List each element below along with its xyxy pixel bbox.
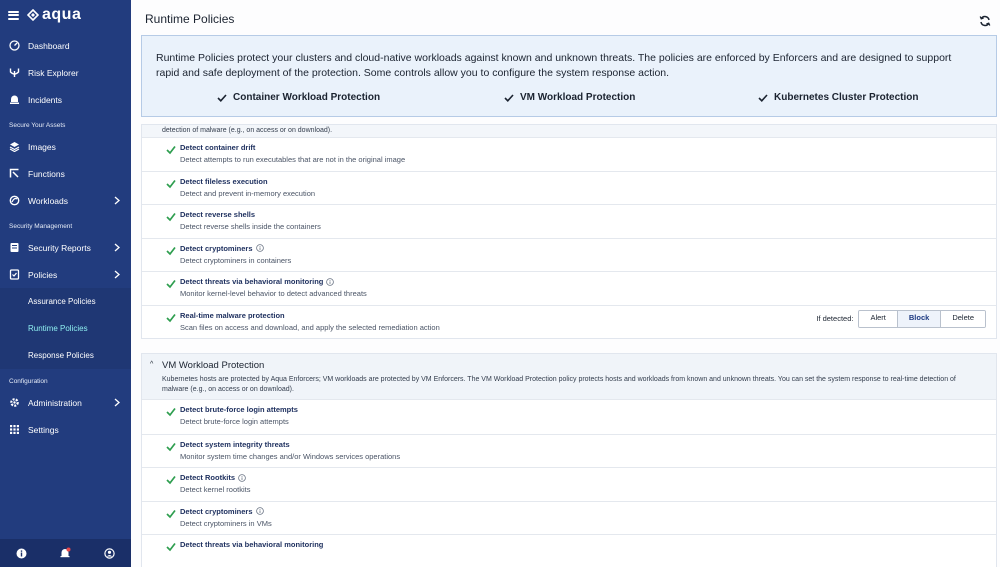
- policy-scroll-area[interactable]: [141, 124, 997, 567]
- control-description: Monitor kernel-level behavior to detect advanced threats: [180, 289, 367, 298]
- sidebar-item-label: Administration: [28, 397, 82, 408]
- control-title: Detect container drift: [180, 143, 256, 152]
- control-row[interactable]: [142, 400, 996, 434]
- control-description: Scan files on access and download, and apply the selected remediation action: [180, 322, 440, 332]
- images-icon: [9, 141, 20, 152]
- vm-workload-panel: [141, 353, 997, 567]
- brand-name: aqua: [42, 6, 82, 23]
- control-row[interactable]: [142, 238, 996, 272]
- sidebar: [0, 0, 131, 567]
- control-description: Detect kernel rootkits: [180, 485, 251, 494]
- chevron-right-icon: [114, 270, 120, 279]
- control-row[interactable]: [142, 271, 996, 305]
- control-row[interactable]: [142, 204, 996, 238]
- sidebar-item-policies[interactable]: [0, 261, 131, 288]
- check-icon: [166, 212, 176, 222]
- notifications-bell-icon[interactable]: [59, 547, 71, 559]
- check-icon: [166, 179, 176, 189]
- response-action-selector: [858, 310, 986, 328]
- control-description: Detect cryptominers in containers: [180, 255, 292, 265]
- control-title: Detect threats via behavioral monitoring: [180, 277, 334, 286]
- control-description: Detect attempts to run executables that are not in the original image: [180, 155, 406, 164]
- aqua-logo-icon: [27, 9, 39, 21]
- sidebar-item-functions[interactable]: [0, 160, 131, 187]
- control-title: Detect threats via behavioral monitoring: [180, 540, 324, 549]
- dashboard-icon: [9, 40, 20, 51]
- info-banner: [141, 35, 997, 117]
- control-description: Detect and prevent in-memory execution: [180, 188, 316, 198]
- section-gap: [141, 339, 997, 353]
- refresh-icon[interactable]: [979, 15, 991, 27]
- check-icon: [166, 313, 176, 323]
- page-title: Runtime Policies: [145, 12, 235, 26]
- check-icon: [166, 442, 176, 452]
- sidebar-item-label: Incidents: [28, 94, 63, 105]
- alert-button[interactable]: Alert: [859, 311, 897, 327]
- aqua-logo[interactable]: [27, 6, 81, 24]
- main-content: [131, 0, 1000, 567]
- user-profile-icon[interactable]: [103, 547, 115, 559]
- info-circle-icon[interactable]: [256, 244, 264, 252]
- sidebar-item-label: Workloads: [28, 195, 68, 206]
- control-title: Detect system integrity threats: [180, 439, 290, 449]
- control-row[interactable]: [142, 467, 996, 501]
- settings-grid-icon: [9, 424, 20, 435]
- control-title: Detect reverse shells: [180, 210, 256, 219]
- info-circle-icon[interactable]: [326, 278, 334, 286]
- sidebar-item-risk-explorer[interactable]: [0, 59, 131, 86]
- sidebar-subitem-response-policies[interactable]: Response Policies: [0, 342, 131, 369]
- banner-feature-label: Kubernetes Cluster Protection: [774, 92, 919, 103]
- gear-icon: [9, 397, 20, 408]
- check-icon: [166, 475, 176, 485]
- section-label-configuration: Configuration: [9, 378, 48, 385]
- brand-bar: [0, 0, 131, 30]
- vm-section-title: VM Workload Protection: [162, 360, 265, 371]
- banner-feature-label: Container Workload Protection: [233, 92, 381, 103]
- sidebar-item-incidents[interactable]: [0, 86, 131, 113]
- check-icon: [758, 94, 768, 102]
- control-description: Monitor system time changes and/or Windows services operations: [180, 451, 401, 461]
- vm-section-header[interactable]: [142, 354, 996, 400]
- chevron-right-icon: [114, 196, 120, 205]
- check-icon: [166, 542, 176, 552]
- sidebar-item-label: Security Reports: [28, 242, 91, 253]
- info-circle-icon[interactable]: [256, 507, 264, 515]
- sidebar-item-label: Risk Explorer: [28, 67, 79, 78]
- if-detected-group: [816, 310, 986, 328]
- control-title: Detect fileless execution: [180, 176, 268, 186]
- incidents-icon: [9, 94, 20, 105]
- delete-button[interactable]: Delete: [941, 311, 985, 327]
- sidebar-item-administration[interactable]: [0, 389, 131, 416]
- check-icon: [166, 246, 176, 256]
- control-row[interactable]: [142, 137, 996, 171]
- check-icon: [166, 145, 176, 155]
- check-icon: [166, 279, 176, 289]
- sidebar-item-workloads[interactable]: [0, 187, 131, 214]
- info-icon[interactable]: [16, 547, 28, 559]
- control-title: Detect cryptominers: [180, 244, 264, 253]
- control-title: Real-time malware protection: [180, 310, 285, 320]
- container-workload-panel: [141, 124, 997, 339]
- info-circle-icon[interactable]: [238, 474, 246, 482]
- menu-icon[interactable]: [8, 11, 19, 20]
- banner-feature-kubernetes: [758, 92, 918, 103]
- sidebar-item-dashboard[interactable]: [0, 32, 131, 59]
- control-title: Detect brute-force login attempts: [180, 405, 298, 414]
- control-description: Detect brute-force login attempts: [180, 417, 289, 426]
- control-title: Detect Rootkits: [180, 473, 246, 482]
- banner-feature-label: VM Workload Protection: [520, 92, 636, 103]
- chevron-right-icon: [114, 398, 120, 407]
- chevron-up-icon[interactable]: ^: [150, 361, 154, 368]
- sidebar-footer: [0, 539, 131, 567]
- sidebar-item-label: Functions: [28, 168, 65, 179]
- control-title: Detect cryptominers: [180, 507, 264, 516]
- check-icon: [504, 94, 514, 102]
- sidebar-item-security-reports[interactable]: [0, 234, 131, 261]
- vm-section-description: Kubernetes hosts are protected by Aqua Enforcers; VM workloads are protected by VM Enforcers. The VM Workload Protection policy protects hosts and workloads from known and unknown threats. You can set the system response to real-time detection of malware (e.g., on access or on download).: [162, 376, 956, 393]
- control-row[interactable]: [142, 305, 996, 339]
- control-row[interactable]: [142, 434, 996, 468]
- check-icon: [166, 407, 176, 417]
- functions-icon: [9, 168, 20, 179]
- policies-icon: [9, 269, 20, 280]
- section-description-fragment: detection of malware (e.g., on access or on download).: [142, 125, 996, 137]
- banner-feature-vm: [504, 92, 635, 103]
- sidebar-item-label: Policies: [28, 269, 58, 280]
- sidebar-subitem-runtime-policies[interactable]: Runtime Policies: [0, 315, 131, 342]
- risk-explorer-icon: [9, 67, 20, 78]
- sidebar-item-label: Settings: [28, 424, 59, 435]
- security-reports-icon: [9, 242, 20, 253]
- sidebar-item-settings[interactable]: [0, 416, 131, 443]
- banner-description: Runtime Policies protect your clusters and cloud-native workloads against known and unknown threats. The policies are enforced by Enforcers and are designed to support rapid and safe deployment of the protection. Some controls allow you to configure the system response action.: [156, 52, 952, 79]
- check-icon: [166, 509, 176, 519]
- control-row[interactable]: [142, 534, 996, 567]
- sidebar-item-images[interactable]: [0, 133, 131, 160]
- workloads-icon: [9, 195, 20, 206]
- banner-feature-container: [217, 92, 380, 103]
- section-label-secure-assets: Secure Your Assets: [9, 122, 66, 129]
- control-row[interactable]: [142, 171, 996, 205]
- check-icon: [217, 94, 227, 102]
- control-description: Detect reverse shells inside the containers: [180, 222, 321, 231]
- section-label-security-management: Security Management: [9, 223, 73, 230]
- sidebar-item-label: Dashboard: [28, 40, 70, 51]
- control-row[interactable]: [142, 501, 996, 535]
- sidebar-item-label: Images: [28, 141, 56, 152]
- if-detected-label: If detected:: [816, 314, 854, 323]
- block-button[interactable]: Block: [898, 311, 941, 327]
- chevron-right-icon: [114, 243, 120, 252]
- sidebar-subitem-assurance-policies[interactable]: Assurance Policies: [0, 288, 131, 315]
- control-description: Detect cryptominers in VMs: [180, 518, 272, 528]
